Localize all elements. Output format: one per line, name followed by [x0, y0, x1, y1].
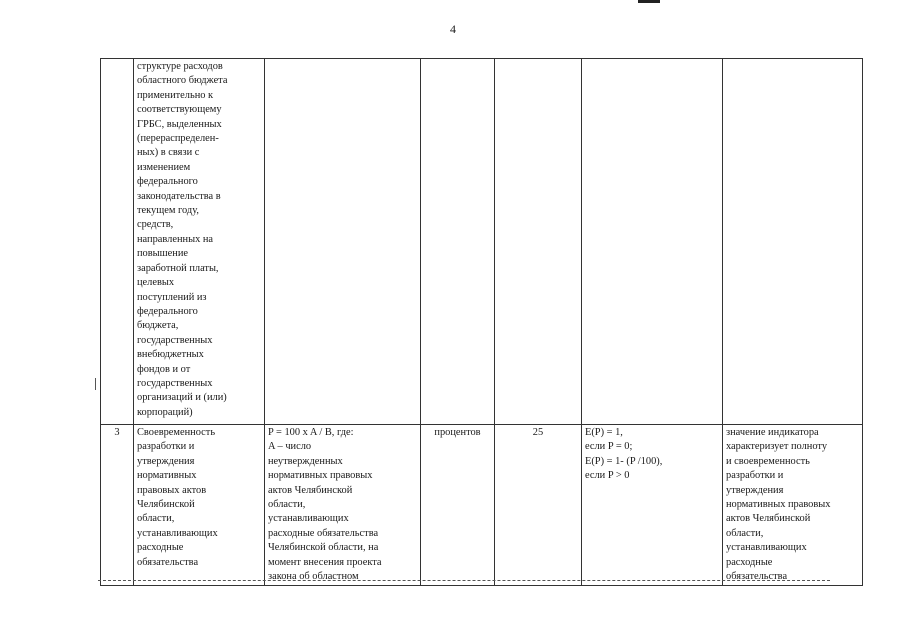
cell-formula: P = 100 x A / B, где: A – число неутвержденных нормативных правовых актов Челябинской области, устанавливающих расходные обязательства Челябинской области, на момент внесения проекта закона об областном [265, 425, 421, 586]
page-cut-line [98, 580, 830, 581]
cell-number [101, 59, 134, 425]
cell-criteria: E(P) = 1, если P = 0; E(P) = 1- (P /100), если P > 0 [582, 425, 723, 586]
cell-description [723, 59, 863, 425]
cell-indicator-name: Своевременность разработки и утверждения нормативных правовых актов Челябинской области, устанавливающих расходные обязательства [134, 425, 265, 586]
indicator-table [100, 58, 863, 586]
cell-value [495, 59, 582, 425]
table-row [101, 59, 863, 425]
cell-unit: процентов [421, 425, 495, 586]
cell-indicator-name: структуре расходов областного бюджета применительно к соответствующему ГРБС, выделенных (перераспределен- ных) в связи с изменением федерального законодательства в текущем году, средств, направленных на повышение заработной платы, целевых поступлений из федерального бюджета, государственных внебюджетных фондов и от государственных организаций и (или) корпораций) [134, 59, 265, 425]
page-number: 4 [450, 22, 456, 36]
cell-formula [265, 59, 421, 425]
cell-description: значение индикатора характеризует полноту и своевременность разработки и утверждения нормативных правовых актов Челябинской области, устанавливающих расходные обязательства [723, 425, 863, 586]
cell-value: 25 [495, 425, 582, 586]
cell-criteria [582, 59, 723, 425]
scan-mark [638, 0, 660, 3]
table-row [101, 425, 863, 586]
margin-mark [95, 378, 96, 390]
cell-number: 3 [101, 425, 134, 586]
cell-unit [421, 59, 495, 425]
